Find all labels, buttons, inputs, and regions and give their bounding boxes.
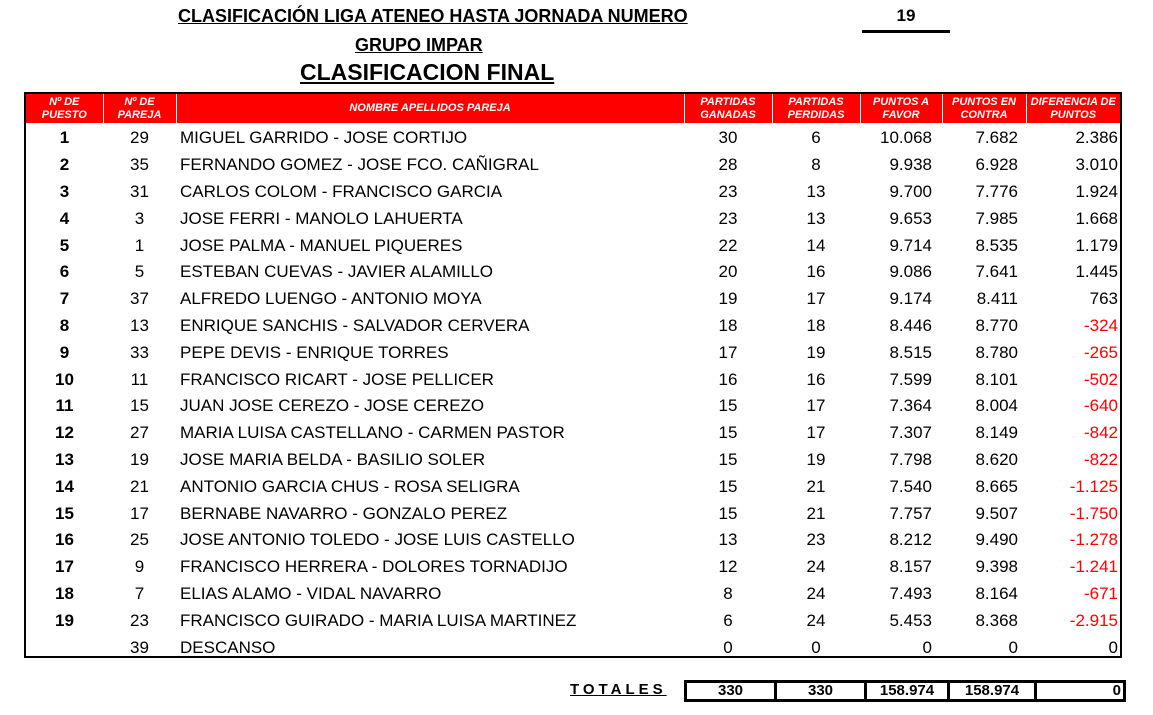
- row-nombre: ESTEBAN CUEVAS - JAVIER ALAMILLO: [180, 262, 494, 282]
- row-diferencia: -640: [1083, 396, 1118, 416]
- row-pareja: 5: [134, 262, 145, 282]
- row-nombre: DESCANSO: [180, 637, 276, 657]
- row-perdidas: 24: [806, 610, 826, 630]
- row-contra: 7.985: [975, 208, 1018, 228]
- row-perdidas: 24: [806, 583, 826, 603]
- row-puesto: 13: [55, 449, 74, 469]
- table-row: [26, 420, 1120, 447]
- row-perdidas: 8: [811, 155, 821, 175]
- row-puesto: 11: [55, 396, 74, 416]
- row-contra: 8.411: [976, 289, 1018, 309]
- row-perdidas: 21: [806, 476, 826, 496]
- row-puesto: 7: [59, 289, 70, 309]
- standings-table-frame: [24, 92, 1122, 658]
- row-nombre: MARIA LUISA CASTELLANO - CARMEN PASTOR: [180, 423, 565, 443]
- row-perdidas: 0: [811, 637, 821, 657]
- row-favor: 7.798: [889, 449, 932, 469]
- row-diferencia: -822: [1083, 449, 1118, 469]
- row-favor: 9.086: [889, 262, 932, 282]
- row-nombre: CARLOS COLOM - FRANCISCO GARCIA: [180, 181, 503, 201]
- row-pareja: 33: [130, 342, 149, 362]
- total-perdidas: 330: [774, 680, 867, 702]
- row-contra: 8.101: [975, 369, 1018, 389]
- table-row: [26, 286, 1120, 313]
- row-puesto: 8: [59, 315, 70, 335]
- row-ganadas: 17: [718, 342, 738, 362]
- table-row: [26, 473, 1120, 500]
- row-ganadas: 15: [718, 423, 738, 443]
- row-pareja: 37: [130, 289, 149, 309]
- total-contra: 158.974: [947, 680, 1037, 702]
- row-diferencia: -1.278: [1069, 530, 1118, 550]
- row-contra: 9.398: [975, 557, 1018, 577]
- row-perdidas: 21: [806, 503, 826, 523]
- row-favor: 0: [922, 637, 932, 657]
- col-header-perdidas: PARTIDAS PERDIDAS: [772, 94, 860, 123]
- row-puesto: 1: [59, 128, 70, 148]
- col-header-favor: PUNTOS A FAVOR: [860, 94, 942, 123]
- row-nombre: JOSE MARIA BELDA - BASILIO SOLER: [180, 449, 486, 469]
- row-nombre: JOSE PALMA - MANUEL PIQUERES: [180, 235, 463, 255]
- row-contra: 8.770: [975, 315, 1018, 335]
- row-pareja: 13: [130, 315, 149, 335]
- table-row: [26, 393, 1120, 420]
- row-ganadas: 30: [718, 128, 738, 148]
- row-favor: 9.653: [889, 208, 932, 228]
- row-diferencia: 1.924: [1075, 181, 1118, 201]
- row-puesto: 2: [59, 155, 70, 175]
- row-contra: 8.780: [975, 342, 1018, 362]
- total-diferencia: 0: [1034, 680, 1126, 702]
- table-row: [26, 581, 1120, 608]
- row-pareja: 19: [130, 449, 149, 469]
- row-pareja: 17: [130, 503, 149, 523]
- row-perdidas: 17: [806, 396, 826, 416]
- row-ganadas: 8: [723, 583, 733, 603]
- row-favor: 7.364: [889, 396, 932, 416]
- row-nombre: ANTONIO GARCIA CHUS - ROSA SELIGRA: [180, 476, 520, 496]
- col-header-diferencia: DIFERENCIA DE PUNTOS: [1026, 94, 1120, 123]
- row-contra: 7.641: [975, 262, 1018, 282]
- row-pareja: 35: [130, 155, 149, 175]
- row-nombre: FRANCISCO RICART - JOSE PELLICER: [180, 369, 494, 389]
- row-favor: 7.757: [889, 503, 932, 523]
- row-nombre: MIGUEL GARRIDO - JOSE CORTIJO: [180, 128, 468, 148]
- row-favor: 9.938: [889, 155, 932, 175]
- row-contra: 6.928: [975, 155, 1018, 175]
- row-diferencia: 0: [1108, 637, 1118, 657]
- table-row: [26, 339, 1120, 366]
- subtitle: CLASIFICACION FINAL: [300, 59, 555, 85]
- row-nombre: ENRIQUE SANCHIS - SALVADOR CERVERA: [180, 315, 530, 335]
- row-diferencia: -842: [1083, 423, 1118, 443]
- col-header-pareja: Nº DE PAREJA: [103, 94, 176, 123]
- table-row: [26, 607, 1120, 634]
- row-pareja: 7: [134, 583, 145, 603]
- table-row: [26, 179, 1120, 206]
- table-row: [26, 152, 1120, 179]
- row-favor: 5.453: [889, 610, 932, 630]
- table-row: [26, 259, 1120, 286]
- row-favor: 8.515: [889, 342, 932, 362]
- row-puesto: 5: [59, 235, 70, 255]
- row-diferencia: 763: [1089, 289, 1118, 309]
- row-ganadas: 19: [718, 289, 738, 309]
- row-nombre: PEPE DEVIS - ENRIQUE TORRES: [180, 342, 449, 362]
- table-row: [26, 554, 1120, 581]
- row-pareja: 11: [130, 369, 149, 389]
- row-puesto: 17: [55, 557, 74, 577]
- row-contra: 8.620: [975, 449, 1018, 469]
- row-diferencia: -502: [1083, 369, 1118, 389]
- report-title: CLASIFICACIÓN LIGA ATENEO HASTA JORNADA NUMERO: [178, 6, 688, 26]
- row-pareja: 25: [130, 530, 149, 550]
- row-pareja: 23: [130, 610, 149, 630]
- totals-row: [570, 680, 1126, 702]
- row-pareja: 27: [130, 423, 149, 443]
- row-perdidas: 14: [806, 235, 826, 255]
- row-perdidas: 19: [806, 342, 826, 362]
- table-row: [26, 205, 1120, 232]
- row-puesto: 6: [59, 262, 70, 282]
- row-ganadas: 15: [718, 476, 738, 496]
- row-perdidas: 18: [806, 315, 826, 335]
- row-diferencia: -265: [1083, 342, 1118, 362]
- row-ganadas: 23: [718, 181, 738, 201]
- col-header-nombre: NOMBRE APELLIDOS PAREJA: [176, 94, 684, 123]
- row-perdidas: 23: [806, 530, 826, 550]
- row-ganadas: 22: [718, 235, 738, 255]
- row-puesto: 3: [59, 181, 70, 201]
- row-favor: 7.307: [889, 423, 932, 443]
- row-contra: 8.535: [975, 235, 1018, 255]
- total-favor: 158.974: [864, 680, 950, 702]
- row-puesto: 9: [59, 342, 70, 362]
- row-favor: 8.157: [889, 557, 932, 577]
- row-ganadas: 15: [718, 449, 738, 469]
- row-diferencia: -1.125: [1069, 476, 1118, 496]
- row-diferencia: -2.915: [1069, 610, 1118, 630]
- row-perdidas: 19: [806, 449, 826, 469]
- row-favor: 7.540: [889, 476, 932, 496]
- table-row: [26, 366, 1120, 393]
- row-contra: 7.776: [975, 181, 1018, 201]
- row-ganadas: 28: [718, 155, 738, 175]
- row-pareja: 31: [130, 181, 149, 201]
- row-favor: 9.700: [889, 181, 932, 201]
- table-header-row: [26, 94, 1120, 123]
- row-ganadas: 20: [718, 262, 738, 282]
- col-header-contra: PUNTOS EN CONTRA: [942, 94, 1026, 123]
- row-contra: 9.490: [975, 530, 1018, 550]
- row-perdidas: 17: [806, 423, 826, 443]
- row-favor: 8.446: [889, 315, 932, 335]
- row-diferencia: 1.179: [1075, 235, 1118, 255]
- row-nombre: JUAN JOSE CEREZO - JOSE CEREZO: [180, 396, 485, 416]
- row-diferencia: 2.386: [1075, 128, 1118, 148]
- row-contra: 8.665: [975, 476, 1018, 496]
- row-favor: 9.174: [889, 289, 932, 309]
- row-pareja: 21: [130, 476, 149, 496]
- row-nombre: ELIAS ALAMO - VIDAL NAVARRO: [180, 583, 442, 603]
- row-ganadas: 18: [718, 315, 738, 335]
- table-row: [26, 527, 1120, 554]
- row-diferencia: -1.241: [1069, 557, 1118, 577]
- row-contra: 8.004: [975, 396, 1018, 416]
- row-perdidas: 24: [806, 557, 826, 577]
- row-pareja: 15: [130, 396, 149, 416]
- row-pareja: 39: [130, 637, 149, 657]
- row-puesto: [26, 634, 103, 661]
- row-puesto: 4: [59, 208, 70, 228]
- table-row: [26, 500, 1120, 527]
- table-row: [26, 313, 1120, 340]
- row-favor: 7.599: [889, 369, 932, 389]
- table-row: [26, 447, 1120, 474]
- row-diferencia: -324: [1083, 315, 1118, 335]
- jornada-number: 19: [862, 6, 950, 33]
- row-nombre: JOSE ANTONIO TOLEDO - JOSE LUIS CASTELLO: [180, 530, 575, 550]
- standings-table: [26, 94, 1120, 661]
- row-ganadas: 15: [718, 503, 738, 523]
- row-ganadas: 16: [718, 369, 738, 389]
- row-nombre: FRANCISCO GUIRADO - MARIA LUISA MARTINEZ: [180, 610, 577, 630]
- table-row: [26, 232, 1120, 259]
- row-nombre: JOSE FERRI - MANOLO LAHUERTA: [180, 208, 463, 228]
- row-diferencia: -1.750: [1069, 503, 1118, 523]
- totals-label: TOTALES: [570, 681, 667, 698]
- row-nombre: FERNANDO GOMEZ - JOSE FCO. CAÑIGRAL: [180, 155, 539, 175]
- row-contra: 8.149: [975, 423, 1018, 443]
- row-favor: 9.714: [889, 235, 932, 255]
- table-row: [26, 634, 1120, 661]
- row-ganadas: 0: [723, 637, 733, 657]
- row-favor: 8.212: [889, 530, 932, 550]
- row-diferencia: 3.010: [1075, 155, 1118, 175]
- row-ganadas: 12: [718, 557, 738, 577]
- row-favor: 7.493: [889, 583, 932, 603]
- row-pareja: 1: [134, 235, 145, 255]
- row-contra: 8.368: [975, 610, 1018, 630]
- row-contra: 7.682: [975, 128, 1018, 148]
- row-ganadas: 13: [718, 530, 738, 550]
- row-puesto: 19: [55, 610, 74, 630]
- row-nombre: ALFREDO LUENGO - ANTONIO MOYA: [180, 289, 482, 309]
- row-perdidas: 17: [806, 289, 826, 309]
- col-header-puesto: Nº DE PUESTO: [26, 94, 103, 123]
- row-contra: 9.507: [975, 503, 1018, 523]
- row-favor: 10.068: [880, 128, 932, 148]
- row-ganadas: 6: [723, 610, 733, 630]
- row-perdidas: 16: [806, 262, 826, 282]
- row-ganadas: 23: [718, 208, 738, 228]
- row-pareja: 3: [134, 208, 145, 228]
- row-perdidas: 13: [806, 208, 826, 228]
- row-nombre: FRANCISCO HERRERA - DOLORES TORNADIJO: [180, 557, 568, 577]
- group-title: GRUPO IMPAR: [355, 35, 483, 55]
- table-row: [26, 123, 1120, 152]
- row-puesto: 16: [55, 530, 74, 550]
- row-puesto: 18: [55, 583, 74, 603]
- row-perdidas: 6: [811, 128, 821, 148]
- row-puesto: 12: [55, 423, 74, 443]
- col-header-ganadas: PARTIDAS GANADAS: [684, 94, 772, 123]
- total-ganadas: 330: [684, 680, 777, 702]
- row-contra: 0: [1008, 637, 1018, 657]
- row-diferencia: 1.668: [1075, 208, 1118, 228]
- row-puesto: 10: [55, 369, 74, 389]
- row-ganadas: 15: [718, 396, 738, 416]
- row-perdidas: 13: [806, 181, 826, 201]
- row-contra: 8.164: [975, 583, 1018, 603]
- row-puesto: 15: [55, 503, 74, 523]
- row-pareja: 29: [130, 128, 149, 148]
- row-puesto: 14: [55, 476, 74, 496]
- row-diferencia: 1.445: [1075, 262, 1118, 282]
- row-pareja: 9: [134, 557, 145, 577]
- row-diferencia: -671: [1083, 583, 1118, 603]
- row-nombre: BERNABE NAVARRO - GONZALO PEREZ: [180, 503, 508, 523]
- row-perdidas: 16: [806, 369, 826, 389]
